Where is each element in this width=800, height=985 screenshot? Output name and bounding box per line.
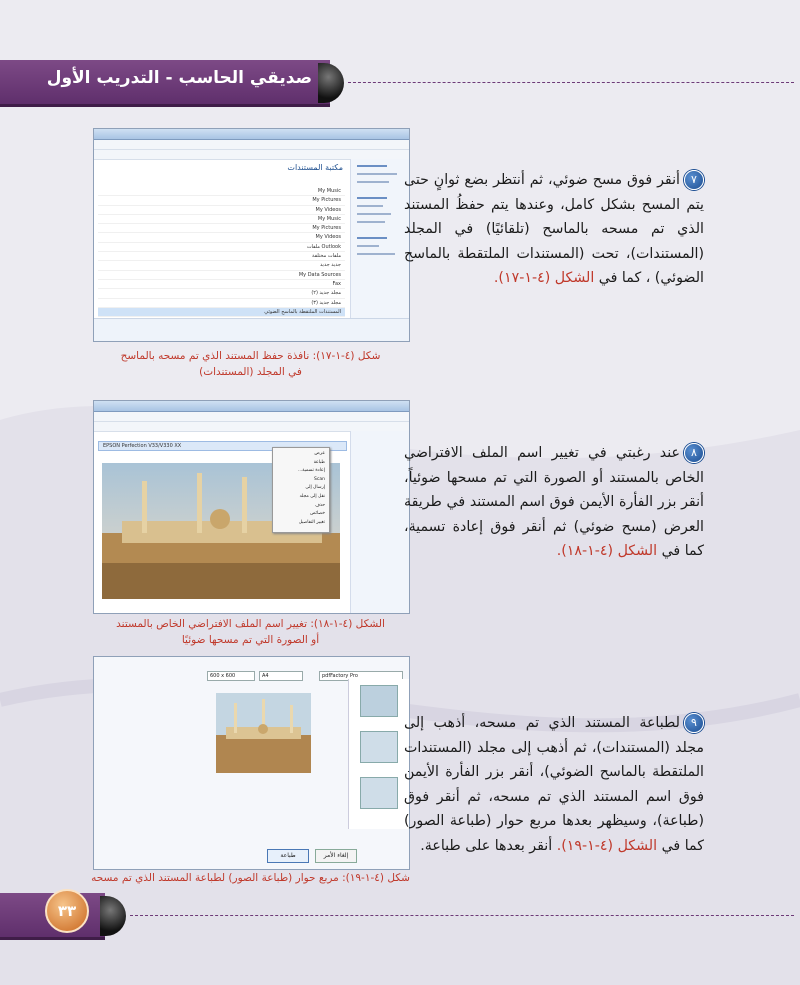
- context-menu-item[interactable]: حذف: [315, 502, 325, 508]
- details-pane: [94, 318, 409, 341]
- step-text: عند رغبتي في تغيير اسم الملف الافتراضي الخاص بالمستند أو الصورة التي تم مسحها ضوئياً، أنقر بزر الفأرة الأيمن فوق اسم المستند في طريقة العرض (مسح ضوئي) ثم أنقر فوق إعادة تسمية، كما في: [404, 445, 704, 559]
- context-menu-item[interactable]: طباعة: [313, 459, 325, 465]
- context-menu-item[interactable]: خصائص: [310, 511, 325, 517]
- print-button[interactable]: طباعة: [267, 849, 309, 863]
- table-row[interactable]: [98, 299, 345, 308]
- figure-17-screenshot: [93, 128, 410, 342]
- file-name: مجلد جديد (٢): [311, 290, 341, 297]
- header-divider: [348, 82, 794, 83]
- page-number: ٣٣: [45, 889, 89, 933]
- chapter-header: [0, 60, 330, 107]
- file-name: My Music: [317, 188, 341, 194]
- figure-reference: الشكل: [554, 270, 595, 286]
- caption-line: شكل (٤-١-١٧): نافذة حفظ المستند الذي تم مسحه بالماسح: [120, 350, 381, 362]
- table-row[interactable]: [98, 206, 345, 215]
- figure-18-caption: [93, 616, 408, 648]
- step-text: لطباعة المستند الذي تم مسحه، أذهب إلى مجلد (المستندات)، ثم أذهب إلى مجلد (المستندات الملتقطة بالماسح الضوئي)، أنقر بزر الفأرة الأيمن فوق اسم المستند الذي تم مسحه، ثم أنقر فوق (طباعة)، وسيظهر بعدها مربع حوار (طباعة الصور) كما في: [404, 715, 704, 854]
- step-7: [404, 168, 704, 291]
- file-name: مجلد جديد (٣): [311, 299, 341, 306]
- context-menu-item[interactable]: إرسال إلى: [305, 485, 325, 491]
- figure-reference-id: (٤-١-١٩).: [556, 837, 614, 854]
- figure-17-caption: [93, 348, 408, 380]
- step-8: [404, 441, 704, 564]
- file-name: Fax: [332, 280, 341, 287]
- file-name: My Data Sources: [298, 271, 341, 278]
- step-number-badge: ٨: [684, 443, 704, 463]
- paper-size-select[interactable]: A4: [259, 671, 303, 681]
- context-menu-item[interactable]: تغيير التفاصيل: [298, 519, 325, 525]
- figure-19-caption: [88, 870, 413, 886]
- window-titlebar: [94, 401, 409, 412]
- file-name: My Videos: [315, 206, 341, 213]
- figure-reference-id: (٤-١-١٧).: [493, 270, 551, 286]
- menu-bar: [94, 412, 409, 422]
- table-row[interactable]: [98, 215, 345, 224]
- figure-19-screenshot: [93, 656, 410, 870]
- file-name: Outlook ملفات: [306, 243, 341, 250]
- address-bar: [94, 140, 409, 150]
- step-text: أنقر فوق مسح ضوئي، ثم أنتظر بضع ثوانٍ حتى يتم المسح بشكل كامل، وعندها يتم حفظُ المستند الذي تم مسحه بالماسح (تلقائيًا) في المجلد (المستندات)، تحت (المستندات الملتقطة بالماسح الضوئي) ، كما في: [404, 172, 704, 286]
- table-row[interactable]: [98, 308, 345, 317]
- context-menu-item[interactable]: عرض: [314, 451, 325, 456]
- file-name: المستندات الملتقطة بالماسح الضوئي: [264, 308, 341, 315]
- table-row[interactable]: [98, 261, 345, 270]
- table-row[interactable]: [98, 289, 345, 298]
- table-row[interactable]: [98, 233, 345, 242]
- file-name: My Pictures: [312, 197, 341, 204]
- step-text-continued: أنقر بعدها على طباعة.: [420, 837, 553, 854]
- library-title: مكتبة المستندات: [287, 163, 343, 172]
- step-9: [404, 711, 704, 858]
- file-name: جديد جديد: [319, 262, 341, 269]
- file-name: ملفات مختلفة: [312, 253, 341, 260]
- figure-reference: الشكل: [617, 543, 658, 559]
- table-row[interactable]: [98, 271, 345, 280]
- cancel-button[interactable]: إلغاء الأمر: [315, 849, 357, 863]
- caption-line: في المجلد (المستندات): [199, 366, 302, 378]
- table-row[interactable]: [98, 187, 345, 196]
- footer-divider: [130, 915, 794, 916]
- print-preview-image: [216, 693, 311, 773]
- printer-select[interactable]: pdfFactory Pro: [319, 671, 403, 681]
- navigation-pane: [350, 431, 409, 613]
- chapter-title: صديقي الحاسب - التدريب الأول: [46, 68, 312, 88]
- table-row[interactable]: [98, 196, 345, 205]
- scanned-file-row: EPSON Perfection V33/V330 XX: [98, 441, 347, 451]
- context-menu-item[interactable]: نقل إلى مجلد: [299, 493, 325, 499]
- figure-reference: الشكل: [617, 837, 658, 854]
- file-name: My Videos: [315, 234, 341, 241]
- window-titlebar: [94, 129, 409, 140]
- caption-line: أو الصورة التي تم مسحها ضوئيًا: [181, 634, 320, 646]
- figure-reference-id: (٤-١-١٨).: [556, 543, 614, 559]
- file-name: My Music: [317, 215, 341, 222]
- navigation-pane: [350, 159, 409, 319]
- figure-18-screenshot: [93, 400, 410, 614]
- context-menu: [272, 447, 330, 533]
- caption-line: الشكل (٤-١-١٨): تغيير اسم الملف الافتراضي الخاص بالمستند: [116, 618, 385, 630]
- table-row[interactable]: [98, 252, 345, 261]
- context-menu-item[interactable]: إعادة تسمية...: [297, 468, 325, 474]
- step-number-badge: ٩: [684, 713, 704, 733]
- table-row[interactable]: [98, 224, 345, 233]
- file-name: My Pictures: [312, 225, 341, 232]
- context-menu-item[interactable]: Scan: [314, 476, 325, 482]
- file-list: [98, 187, 345, 326]
- caption-line: شكل (٤-١-١٩): مربع حوار (طباعة الصور) لطباعة المستند الذي تم مسحه: [91, 872, 410, 884]
- step-number-badge: ٧: [684, 170, 704, 190]
- table-row[interactable]: [98, 280, 345, 289]
- layout-thumbnails: [348, 679, 409, 829]
- quality-select[interactable]: 600 x 600: [207, 671, 255, 681]
- table-row[interactable]: [98, 243, 345, 252]
